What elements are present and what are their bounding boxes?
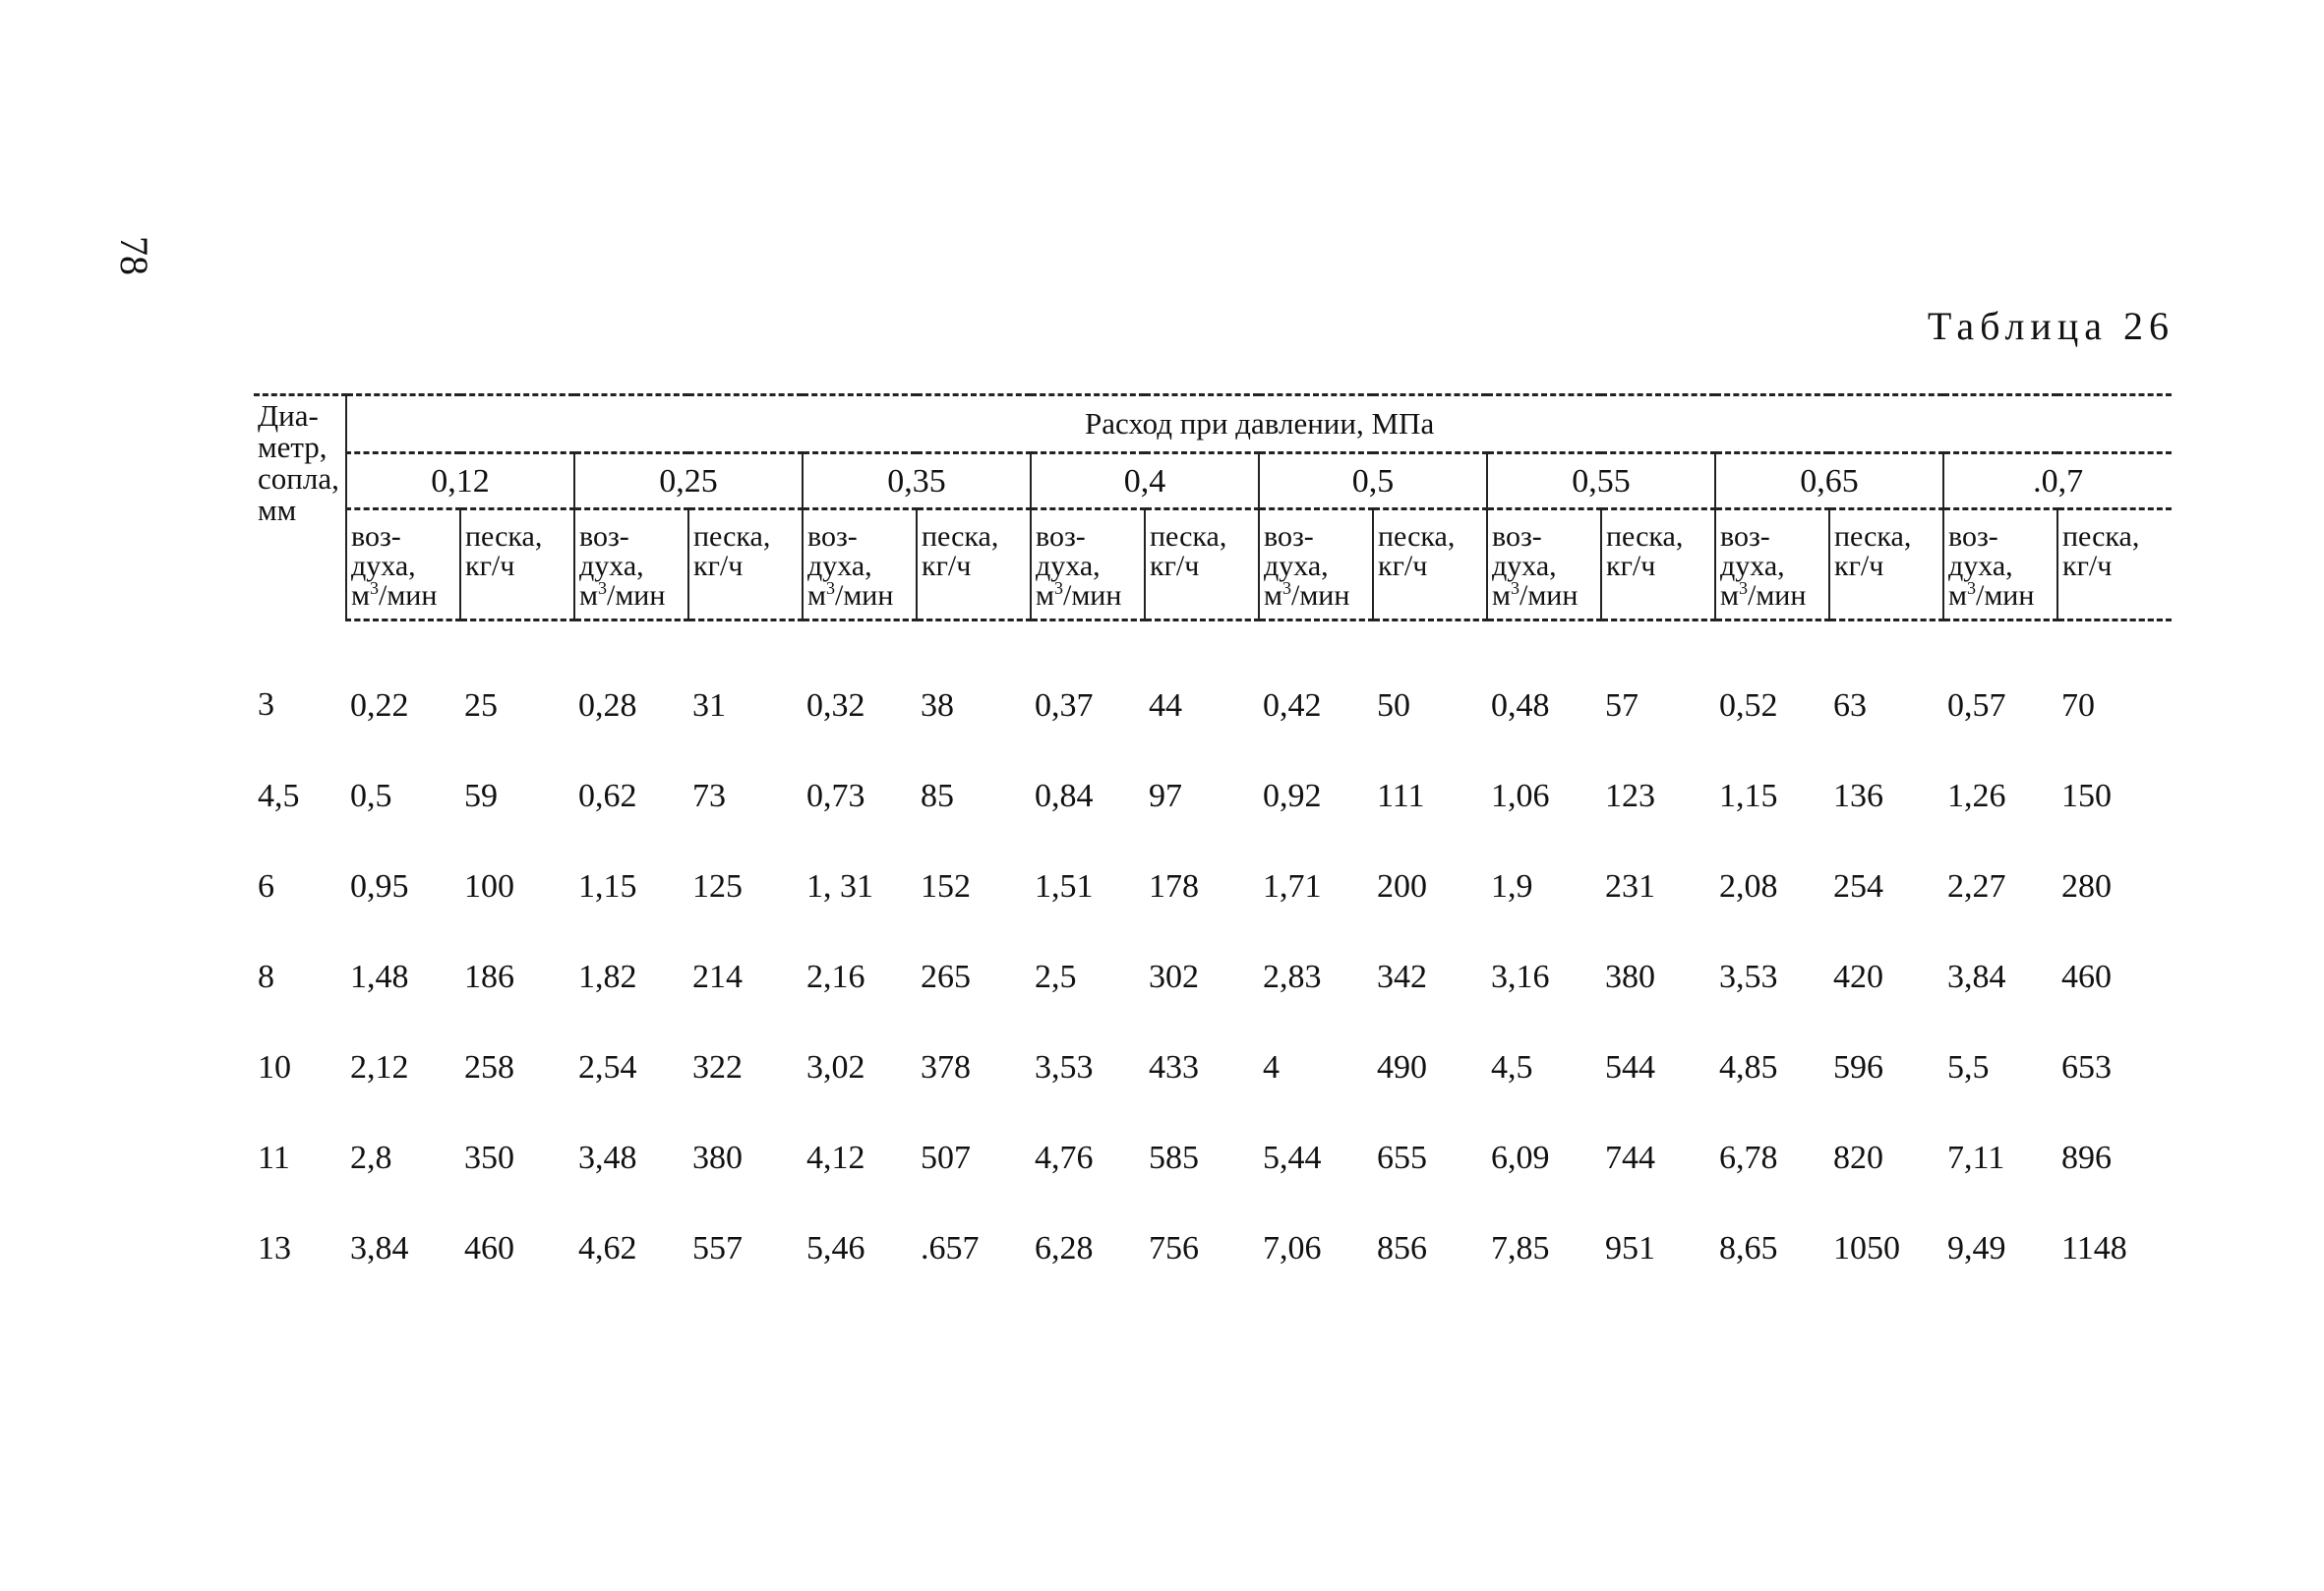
table-row (254, 1204, 2172, 1294)
air-flow-cell: 2,54 (578, 1049, 637, 1086)
sand-flow-cell: 350 (464, 1140, 514, 1176)
sand-flow-cell: 380 (692, 1140, 743, 1176)
air-flow-cell: 6,09 (1491, 1140, 1550, 1176)
pressure-header: 0,4 (1031, 453, 1259, 509)
page-number: 78 (112, 236, 156, 275)
sand-flow-cell: 507 (921, 1140, 971, 1176)
air-flow-cell: 0,84 (1035, 778, 1094, 814)
air-flow-cell: 1,26 (1947, 778, 2006, 814)
sand-flow-cell: 655 (1377, 1140, 1427, 1176)
sand-flow-cell: 378 (921, 1049, 971, 1086)
sand-flow-cell: 380 (1605, 959, 1655, 995)
pressure-header: 0,55 (1487, 453, 1715, 509)
flow-rate-table (254, 393, 2172, 1294)
sand-flow-cell: 25 (464, 687, 498, 724)
air-flow-cell: 7,11 (1947, 1140, 2005, 1176)
air-flow-subheader: воз- духа, $м^3$/мин (346, 509, 460, 620)
subheader-row (254, 509, 2172, 620)
air-flow-cell: 5,5 (1947, 1049, 1990, 1086)
sand-flow-cell: 97 (1149, 778, 1182, 814)
air-flow-cell: 5,44 (1263, 1140, 1322, 1176)
air-flow-subheader: воз- духа, $м^3$/мин (1943, 509, 2057, 620)
pressure-header: 0,65 (1715, 453, 1943, 509)
sand-flow-cell: 152 (921, 868, 971, 905)
sand-flow-cell: 186 (464, 959, 514, 995)
air-flow-cell: 5,46 (806, 1230, 865, 1267)
pressure-header: 0,35 (803, 453, 1031, 509)
air-flow-cell: 0,28 (578, 687, 637, 724)
diameter-cell: 10 (258, 1049, 291, 1086)
sand-flow-cell: 744 (1605, 1140, 1655, 1176)
air-flow-subheader: воз- духа, $м^3$/мин (1259, 509, 1373, 620)
sand-flow-subheader: песка, кг/ч (917, 509, 1031, 620)
sand-flow-cell: 254 (1833, 868, 1883, 905)
air-flow-cell: 1,71 (1263, 868, 1322, 905)
sand-flow-cell: 302 (1149, 959, 1199, 995)
air-flow-subheader: воз- духа, $м^3$/мин (1031, 509, 1145, 620)
sand-flow-cell: 44 (1149, 687, 1182, 724)
air-flow-cell: 4,76 (1035, 1140, 1094, 1176)
sand-flow-subheader: песка, кг/ч (1145, 509, 1259, 620)
diameter-cell: 4,5 (258, 778, 300, 814)
table-26 (254, 393, 2172, 1294)
air-flow-cell: 1,15 (578, 868, 637, 905)
air-flow-cell: 0,95 (350, 868, 409, 905)
air-flow-cell: 2,12 (350, 1049, 409, 1086)
air-flow-cell: 0,37 (1035, 687, 1094, 724)
sand-flow-cell: 596 (1833, 1049, 1883, 1086)
air-flow-cell: 3,84 (350, 1230, 409, 1267)
sand-flow-subheader: песка, кг/ч (1601, 509, 1715, 620)
pressure-header: 0,12 (346, 453, 574, 509)
air-flow-cell: 0,5 (350, 778, 392, 814)
air-flow-cell: 2,27 (1947, 868, 2006, 905)
sand-flow-cell: 557 (692, 1230, 743, 1267)
sand-flow-cell: 214 (692, 959, 743, 995)
sand-flow-cell: 460 (2061, 959, 2112, 995)
sand-flow-cell: 200 (1377, 868, 1427, 905)
air-flow-cell: 4,12 (806, 1140, 865, 1176)
air-flow-cell: 1,06 (1491, 778, 1550, 814)
sand-flow-subheader: песка, кг/ч (2057, 509, 2172, 620)
diameter-cell: 8 (258, 959, 274, 995)
air-flow-cell: 4,5 (1491, 1049, 1533, 1086)
sand-flow-cell: 150 (2061, 778, 2112, 814)
table-row (254, 932, 2172, 1023)
air-flow-cell: 3,53 (1719, 959, 1778, 995)
sand-flow-cell: 420 (1833, 959, 1883, 995)
table-row (254, 1113, 2172, 1204)
sand-flow-cell: 490 (1377, 1049, 1427, 1086)
air-flow-subheader: воз- духа, $м^3$/мин (1487, 509, 1601, 620)
diameter-cell: 13 (258, 1230, 291, 1267)
sand-flow-cell: 178 (1149, 868, 1199, 905)
sand-flow-cell: 231 (1605, 868, 1655, 905)
sand-flow-cell: 856 (1377, 1230, 1427, 1267)
air-flow-subheader: воз- духа, $м^3$/мин (803, 509, 917, 620)
sand-flow-subheader: песка, кг/ч (1373, 509, 1487, 620)
air-flow-cell: 3,02 (806, 1049, 865, 1086)
air-flow-cell: 4,85 (1719, 1049, 1778, 1086)
air-flow-cell: 6,28 (1035, 1230, 1094, 1267)
air-flow-cell: 4 (1263, 1049, 1280, 1086)
sand-flow-cell: 896 (2061, 1140, 2112, 1176)
air-flow-cell: 2,08 (1719, 868, 1778, 905)
diameter-cell: 11 (258, 1140, 290, 1176)
pressure-header: 0,25 (574, 453, 803, 509)
sand-flow-cell: 59 (464, 778, 498, 814)
sand-flow-cell: 70 (2061, 687, 2095, 724)
sand-flow-subheader: песка, кг/ч (688, 509, 803, 620)
sand-flow-cell: .657 (921, 1230, 980, 1267)
sand-flow-cell: 585 (1149, 1140, 1199, 1176)
diameter-cell: 3 (258, 686, 274, 724)
table-row (254, 1023, 2172, 1113)
sand-flow-cell: 653 (2061, 1049, 2112, 1086)
sand-flow-cell: 85 (921, 778, 954, 814)
sand-flow-cell: 951 (1605, 1230, 1655, 1267)
sand-flow-cell: 544 (1605, 1049, 1655, 1086)
sand-flow-cell: 1148 (2061, 1230, 2127, 1267)
air-flow-cell: 0,22 (350, 687, 409, 724)
air-flow-cell: 9,49 (1947, 1230, 2006, 1267)
sand-flow-cell: 50 (1377, 687, 1410, 724)
air-flow-cell: 7,85 (1491, 1230, 1550, 1267)
table-title: Таблица 26 (1927, 304, 2175, 348)
sand-flow-cell: 31 (692, 687, 726, 724)
air-flow-cell: 3,48 (578, 1140, 637, 1176)
sand-flow-cell: 73 (692, 778, 726, 814)
table-row (254, 842, 2172, 932)
diameter-cell: 6 (258, 868, 274, 905)
sand-flow-cell: 280 (2061, 868, 2112, 905)
air-flow-cell: 1,82 (578, 959, 637, 995)
air-flow-subheader: воз- духа, $м^3$/мин (1715, 509, 1829, 620)
air-flow-cell: 0,32 (806, 687, 865, 724)
air-flow-cell: 8,65 (1719, 1230, 1778, 1267)
sand-flow-cell: 1050 (1833, 1230, 1900, 1267)
sand-flow-cell: 125 (692, 868, 743, 905)
air-flow-cell: 2,8 (350, 1140, 392, 1176)
air-flow-cell: 3,84 (1947, 959, 2006, 995)
air-flow-cell: 3,53 (1035, 1049, 1094, 1086)
air-flow-cell: 0,92 (1263, 778, 1322, 814)
air-flow-cell: 1, 31 (806, 868, 873, 905)
air-flow-cell: 2,5 (1035, 959, 1077, 995)
sand-flow-cell: 460 (464, 1230, 514, 1267)
pressure-header: 0,5 (1259, 453, 1487, 509)
air-flow-cell: 7,06 (1263, 1230, 1322, 1267)
air-flow-subheader: воз- духа, $м^3$/мин (574, 509, 688, 620)
air-flow-cell: 0,62 (578, 778, 637, 814)
sand-flow-cell: 342 (1377, 959, 1427, 995)
air-flow-cell: 1,51 (1035, 868, 1094, 905)
diameter-header: Диа- метр, сопла, мм (254, 395, 346, 620)
air-flow-cell: 4,62 (578, 1230, 637, 1267)
air-flow-cell: 0,48 (1491, 687, 1550, 724)
sand-flow-cell: 111 (1377, 778, 1425, 814)
air-flow-cell: 0,42 (1263, 687, 1322, 724)
sand-flow-cell: 100 (464, 868, 514, 905)
sand-flow-cell: 820 (1833, 1140, 1883, 1176)
air-flow-cell: 6,78 (1719, 1140, 1778, 1176)
sand-flow-cell: 756 (1149, 1230, 1199, 1267)
sand-flow-subheader: песка, кг/ч (1829, 509, 1943, 620)
table-body (254, 620, 2172, 1295)
air-flow-cell: 3,16 (1491, 959, 1550, 995)
table-row (254, 751, 2172, 842)
air-flow-cell: 1,9 (1491, 868, 1533, 905)
sand-flow-subheader: песка, кг/ч (460, 509, 574, 620)
sand-flow-cell: 38 (921, 687, 954, 724)
air-flow-cell: 2,16 (806, 959, 865, 995)
sand-flow-cell: 63 (1833, 687, 1867, 724)
air-flow-cell: 0,73 (806, 778, 865, 814)
air-flow-cell: 1,15 (1719, 778, 1778, 814)
pressure-row (254, 453, 2172, 509)
flow-group-header: Расход при давлении, МПа (346, 395, 2172, 453)
air-flow-cell: 1,48 (350, 959, 409, 995)
sand-flow-cell: 136 (1833, 778, 1883, 814)
air-flow-cell: 2,83 (1263, 959, 1322, 995)
sand-flow-cell: 258 (464, 1049, 514, 1086)
air-flow-cell: 0,52 (1719, 687, 1778, 724)
sand-flow-cell: 57 (1605, 687, 1639, 724)
air-flow-cell: 0,57 (1947, 687, 2006, 724)
sand-flow-cell: 433 (1149, 1049, 1199, 1086)
table-row (254, 620, 2172, 752)
sand-flow-cell: 123 (1605, 778, 1655, 814)
pressure-header: .0,7 (1943, 453, 2172, 509)
sand-flow-cell: 265 (921, 959, 971, 995)
sand-flow-cell: 322 (692, 1049, 743, 1086)
